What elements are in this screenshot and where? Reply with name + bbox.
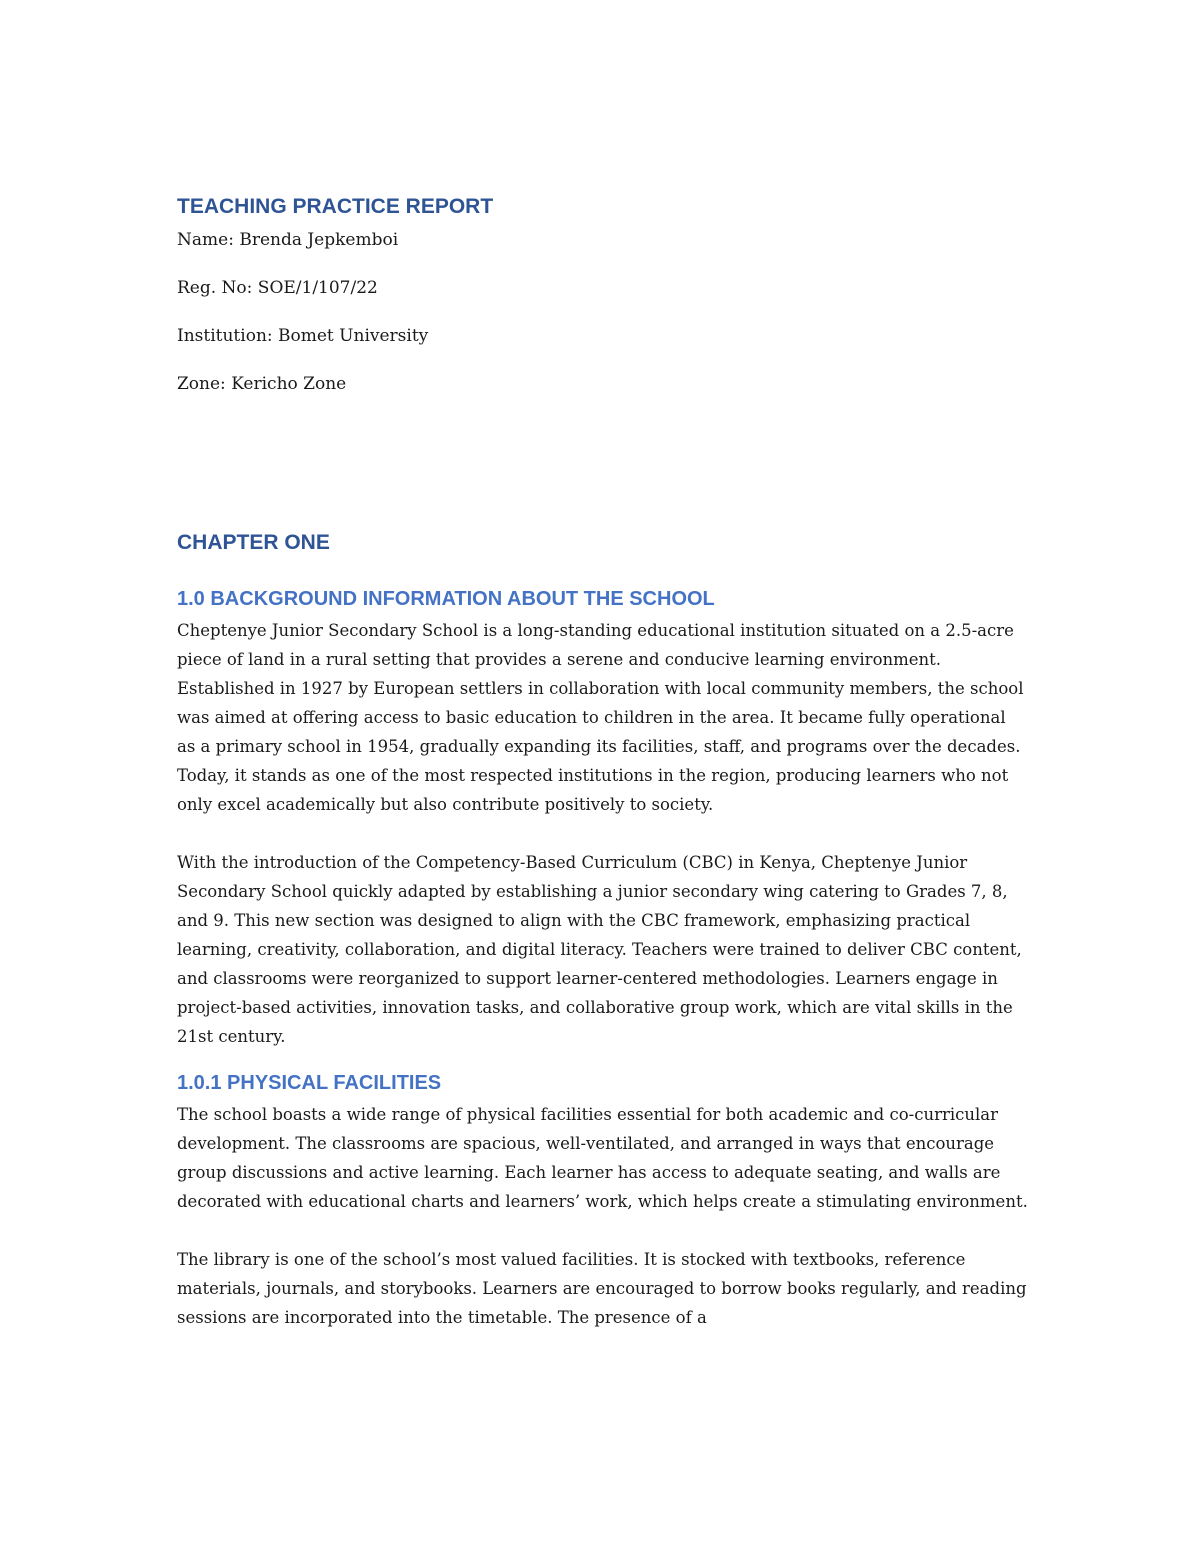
facilities-paragraph-1: The school boasts a wide range of physical facilities essential for both academic and co-curricular development. The classrooms are spacious, well-ventilated, and arranged in ways that encourage group discussions and active learning. Each learner has access to adequate seating, and walls are decorated with educational charts and learners’ work, which helps create a stimulating environment. — [177, 1105, 1028, 1211]
report-title: TEACHING PRACTICE REPORT — [177, 195, 494, 218]
institution-line: Institution: Bomet University — [177, 326, 429, 346]
zone-line: Zone: Kericho Zone — [177, 374, 347, 394]
document-content — [177, 192, 1033, 1332]
student-name: Name: Brenda Jepkemboi — [177, 230, 399, 250]
section-heading-facilities: 1.0.1 PHYSICAL FACILITIES — [177, 1072, 442, 1094]
registration-number: Reg. No: SOE/1/107/22 — [177, 278, 378, 298]
facilities-paragraph-2: The library is one of the school’s most valued facilities. It is stocked with textbooks, reference materials, journals, and storybooks. Learners are encouraged to borrow books regularly, and reading sessions are incorporated into the timetable. The presence of a — [177, 1250, 1027, 1327]
chapter-heading: CHAPTER ONE — [177, 531, 330, 554]
section-heading-background: 1.0 BACKGROUND INFORMATION ABOUT THE SCHOOL — [177, 588, 715, 610]
background-paragraph-2: With the introduction of the Competency-Based Curriculum (CBC) in Kenya, Cheptenye Junior Secondary School quickly adapted by establishing a junior secondary wing catering to Grades 7, 8, and 9. This new section was designed to align with the CBC framework, emphasizing practical learning, creativity, collaboration, and digital literacy. Teachers were trained to deliver CBC content, and classrooms were reorganized to support learner-centered methodologies. Learners engage in project-based activities, innovation tasks, and collaborative group work, which are vital skills in the 21st century. — [177, 853, 1022, 1046]
background-paragraph-1: Cheptenye Junior Secondary School is a long-standing educational institution situated on a 2.5-acre piece of land in a rural setting that provides a serene and conducive learning environment. Established in 1927 by European settlers in collaboration with local community members, the school was aimed at offering access to basic education to children in the area. It became fully operational as a primary school in 1954, gradually expanding its facilities, staff, and programs over the decades. Today, it stands as one of the most respected institutions in the region, producing learners who not only excel academically but also contribute positively to society. — [177, 621, 1024, 814]
